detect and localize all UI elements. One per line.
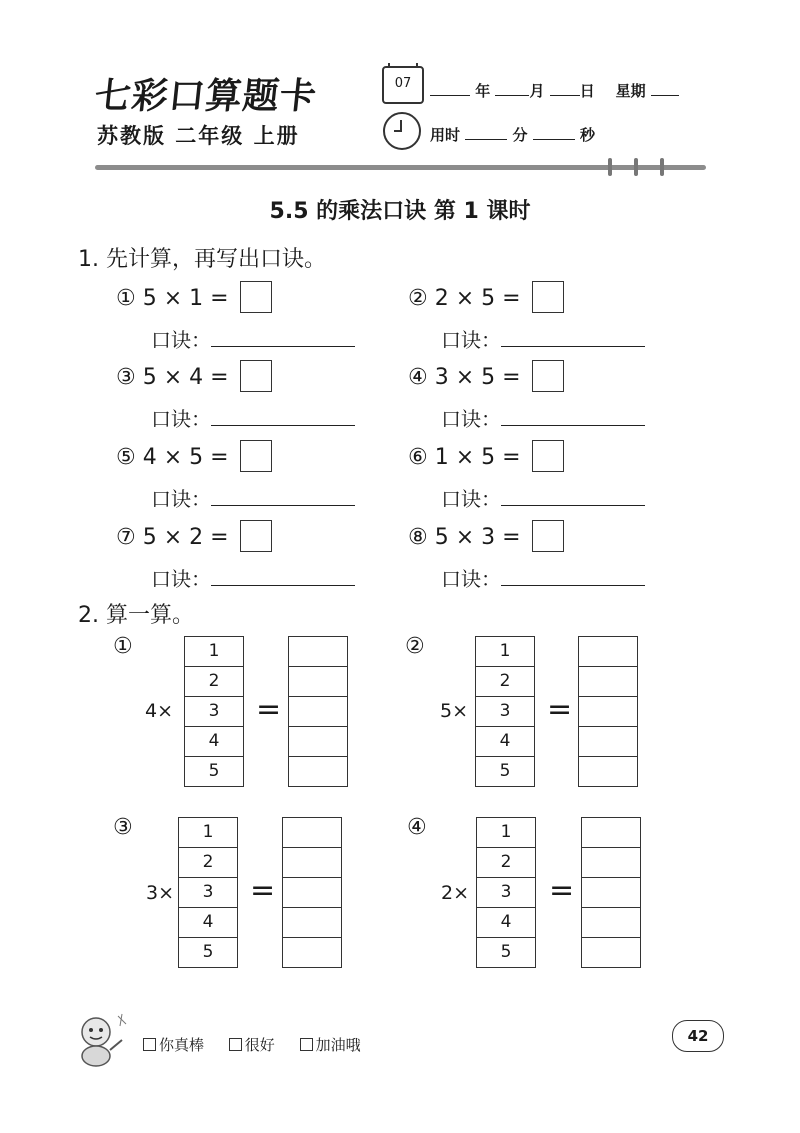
equals-sign: = — [549, 873, 575, 908]
equation-3 — [116, 362, 272, 394]
answer-cell[interactable] — [288, 636, 348, 667]
factor-cell: 3 — [184, 696, 244, 727]
calendar-day: 07 — [394, 76, 412, 91]
time-used-label: 用时 — [430, 126, 461, 144]
answer-cell[interactable] — [288, 756, 348, 787]
header-divider — [95, 165, 706, 170]
answer-cell[interactable] — [578, 726, 638, 757]
koujue-row-4 — [441, 403, 645, 432]
factor-cell: 2 — [476, 847, 536, 878]
factor-cell: 4 — [178, 907, 238, 938]
koujue-label: 口诀： — [151, 407, 211, 431]
rating-label: 加油哦 — [315, 1036, 361, 1054]
equation-8 — [408, 522, 564, 554]
factor-cell: 1 — [178, 817, 238, 848]
answer-cell[interactable] — [581, 907, 641, 938]
koujue-label: 口诀： — [441, 407, 501, 431]
page-number: 42 — [672, 1020, 724, 1052]
koujue-row-5 — [151, 483, 355, 512]
equation-expr: 1 × 5 = — [434, 445, 521, 470]
koujue-row-2 — [441, 324, 645, 353]
factor-cell: 3 — [475, 696, 535, 727]
checkbox[interactable] — [229, 1038, 242, 1051]
koujue-row-6 — [441, 483, 645, 512]
lesson-title: 5.5 的乘法口诀 第 1 课时 — [269, 199, 531, 224]
problem-number: ② — [405, 634, 425, 659]
answer-box[interactable] — [532, 440, 564, 472]
koujue-label: 口诀： — [151, 487, 211, 511]
item-number: ⑧ — [408, 525, 428, 550]
equals-sign: = — [547, 692, 573, 727]
factor-cell: 5 — [184, 756, 244, 787]
answer-cell[interactable] — [578, 666, 638, 697]
multiplier: 4× — [145, 700, 174, 722]
seconds-label: 秒 — [579, 126, 595, 144]
answer-column — [578, 637, 638, 787]
answer-cell[interactable] — [578, 756, 638, 787]
answer-cell[interactable] — [288, 726, 348, 757]
equation-7 — [116, 522, 272, 554]
answer-cell[interactable] — [282, 817, 342, 848]
item-number: ④ — [408, 365, 428, 390]
factor-cell: 1 — [476, 817, 536, 848]
time-fill-line — [430, 124, 595, 145]
item-number: ① — [116, 286, 136, 311]
answer-box[interactable] — [532, 360, 564, 392]
self-rating — [143, 1034, 381, 1055]
factor-cell: 5 — [178, 937, 238, 968]
koujue-blank[interactable] — [501, 409, 645, 426]
answer-cell[interactable] — [581, 877, 641, 908]
answer-box[interactable] — [240, 520, 272, 552]
item-number: ⑤ — [116, 445, 136, 470]
equals-sign: = — [250, 873, 276, 908]
factor-cell: 4 — [476, 907, 536, 938]
problem-number: ① — [113, 634, 133, 659]
minutes-blank[interactable] — [465, 139, 507, 140]
koujue-label: 口诀： — [151, 567, 211, 591]
item-number: ② — [408, 286, 428, 311]
koujue-label: 口诀： — [441, 328, 501, 352]
binder-ring — [634, 158, 638, 176]
rating-option-great[interactable] — [143, 1036, 204, 1054]
koujue-blank[interactable] — [211, 489, 355, 506]
factor-cell: 3 — [476, 877, 536, 908]
year-blank[interactable] — [430, 95, 470, 96]
koujue-blank[interactable] — [211, 330, 355, 347]
factor-cell: 1 — [475, 636, 535, 667]
mascot-icon — [70, 1010, 132, 1068]
equation-expr: 2 × 5 = — [434, 286, 521, 311]
factor-cell: 5 — [476, 937, 536, 968]
koujue-row-3 — [151, 403, 355, 432]
equation-6 — [408, 442, 564, 474]
equation-5 — [116, 442, 272, 474]
calendar-icon — [382, 66, 424, 104]
answer-box[interactable] — [532, 520, 564, 552]
answer-box[interactable] — [240, 281, 272, 313]
problem-number: ③ — [113, 815, 133, 840]
equals-sign: = — [256, 692, 282, 727]
minutes-label: 分 — [512, 126, 528, 144]
weekday-blank[interactable] — [651, 95, 679, 96]
brand-title: 七彩口算题卡 — [92, 75, 319, 117]
equation-expr: 3 × 5 = — [434, 365, 521, 390]
clock-icon — [383, 112, 421, 150]
koujue-row-1 — [151, 324, 355, 353]
koujue-blank[interactable] — [501, 569, 645, 586]
rating-option-keep-going[interactable] — [300, 1036, 361, 1054]
year-label: 年 — [475, 82, 491, 100]
checkbox[interactable] — [143, 1038, 156, 1051]
item-number: ③ — [116, 365, 136, 390]
koujue-label: 口诀： — [441, 567, 501, 591]
answer-box[interactable] — [532, 281, 564, 313]
answer-cell[interactable] — [288, 666, 348, 697]
koujue-row-7 — [151, 563, 355, 592]
binder-ring — [608, 158, 612, 176]
multiplier: 2× — [441, 882, 470, 904]
answer-cell[interactable] — [578, 696, 638, 727]
factor-cell: 1 — [184, 636, 244, 667]
checkbox[interactable] — [300, 1038, 313, 1051]
edition-label: 苏教版 二年级 上册 — [97, 124, 300, 148]
answer-column — [288, 637, 348, 787]
factor-cell: 2 — [184, 666, 244, 697]
month-label: 月 — [529, 82, 545, 100]
rating-option-good[interactable] — [229, 1036, 275, 1054]
answer-column — [282, 818, 342, 968]
answer-cell[interactable] — [282, 937, 342, 968]
equation-expr: 5 × 3 = — [434, 525, 521, 550]
seconds-blank[interactable] — [533, 139, 575, 140]
answer-cell[interactable] — [578, 636, 638, 667]
factor-column — [178, 818, 238, 968]
koujue-label: 口诀： — [441, 487, 501, 511]
month-blank[interactable] — [495, 95, 529, 96]
koujue-blank[interactable] — [211, 409, 355, 426]
binder-ring — [660, 158, 664, 176]
section2-heading: 2. 算一算。 — [78, 603, 194, 628]
koujue-blank[interactable] — [501, 330, 645, 347]
answer-cell[interactable] — [282, 877, 342, 908]
answer-cell[interactable] — [282, 847, 342, 878]
equation-expr: 5 × 4 = — [142, 365, 229, 390]
answer-box[interactable] — [240, 440, 272, 472]
item-number: ⑥ — [408, 445, 428, 470]
multiplier: 3× — [146, 882, 175, 904]
factor-cell: 3 — [178, 877, 238, 908]
equation-expr: 5 × 2 = — [142, 525, 229, 550]
koujue-blank[interactable] — [501, 489, 645, 506]
koujue-row-8 — [441, 563, 645, 592]
koujue-blank[interactable] — [211, 569, 355, 586]
rating-label: 很好 — [244, 1036, 275, 1054]
item-number: ⑦ — [116, 525, 136, 550]
multiplier: 5× — [440, 700, 469, 722]
section1-heading: 1. 先计算，再写出口诀。 — [78, 247, 326, 272]
koujue-label: 口诀： — [151, 328, 211, 352]
day-blank[interactable] — [550, 95, 580, 96]
factor-cell: 5 — [475, 756, 535, 787]
equation-expr: 5 × 1 = — [142, 286, 229, 311]
day-label: 日 — [579, 82, 595, 100]
answer-cell[interactable] — [581, 847, 641, 878]
factor-cell: 4 — [184, 726, 244, 757]
factor-cell: 2 — [475, 666, 535, 697]
weekday-label: 星期 — [615, 82, 646, 100]
date-fill-line — [430, 80, 679, 101]
answer-cell[interactable] — [282, 907, 342, 938]
equation-expr: 4 × 5 = — [142, 445, 229, 470]
answer-column — [581, 818, 641, 968]
equation-1 — [116, 283, 272, 315]
answer-cell[interactable] — [581, 817, 641, 848]
factor-cell: 2 — [178, 847, 238, 878]
factor-cell: 4 — [475, 726, 535, 757]
answer-cell[interactable] — [581, 937, 641, 968]
equation-2 — [408, 283, 564, 315]
answer-cell[interactable] — [288, 696, 348, 727]
factor-column — [476, 818, 536, 968]
answer-box[interactable] — [240, 360, 272, 392]
rating-label: 你真棒 — [159, 1036, 205, 1054]
equation-4 — [408, 362, 564, 394]
factor-column — [475, 637, 535, 787]
problem-number: ④ — [407, 815, 427, 840]
factor-column — [184, 637, 244, 787]
